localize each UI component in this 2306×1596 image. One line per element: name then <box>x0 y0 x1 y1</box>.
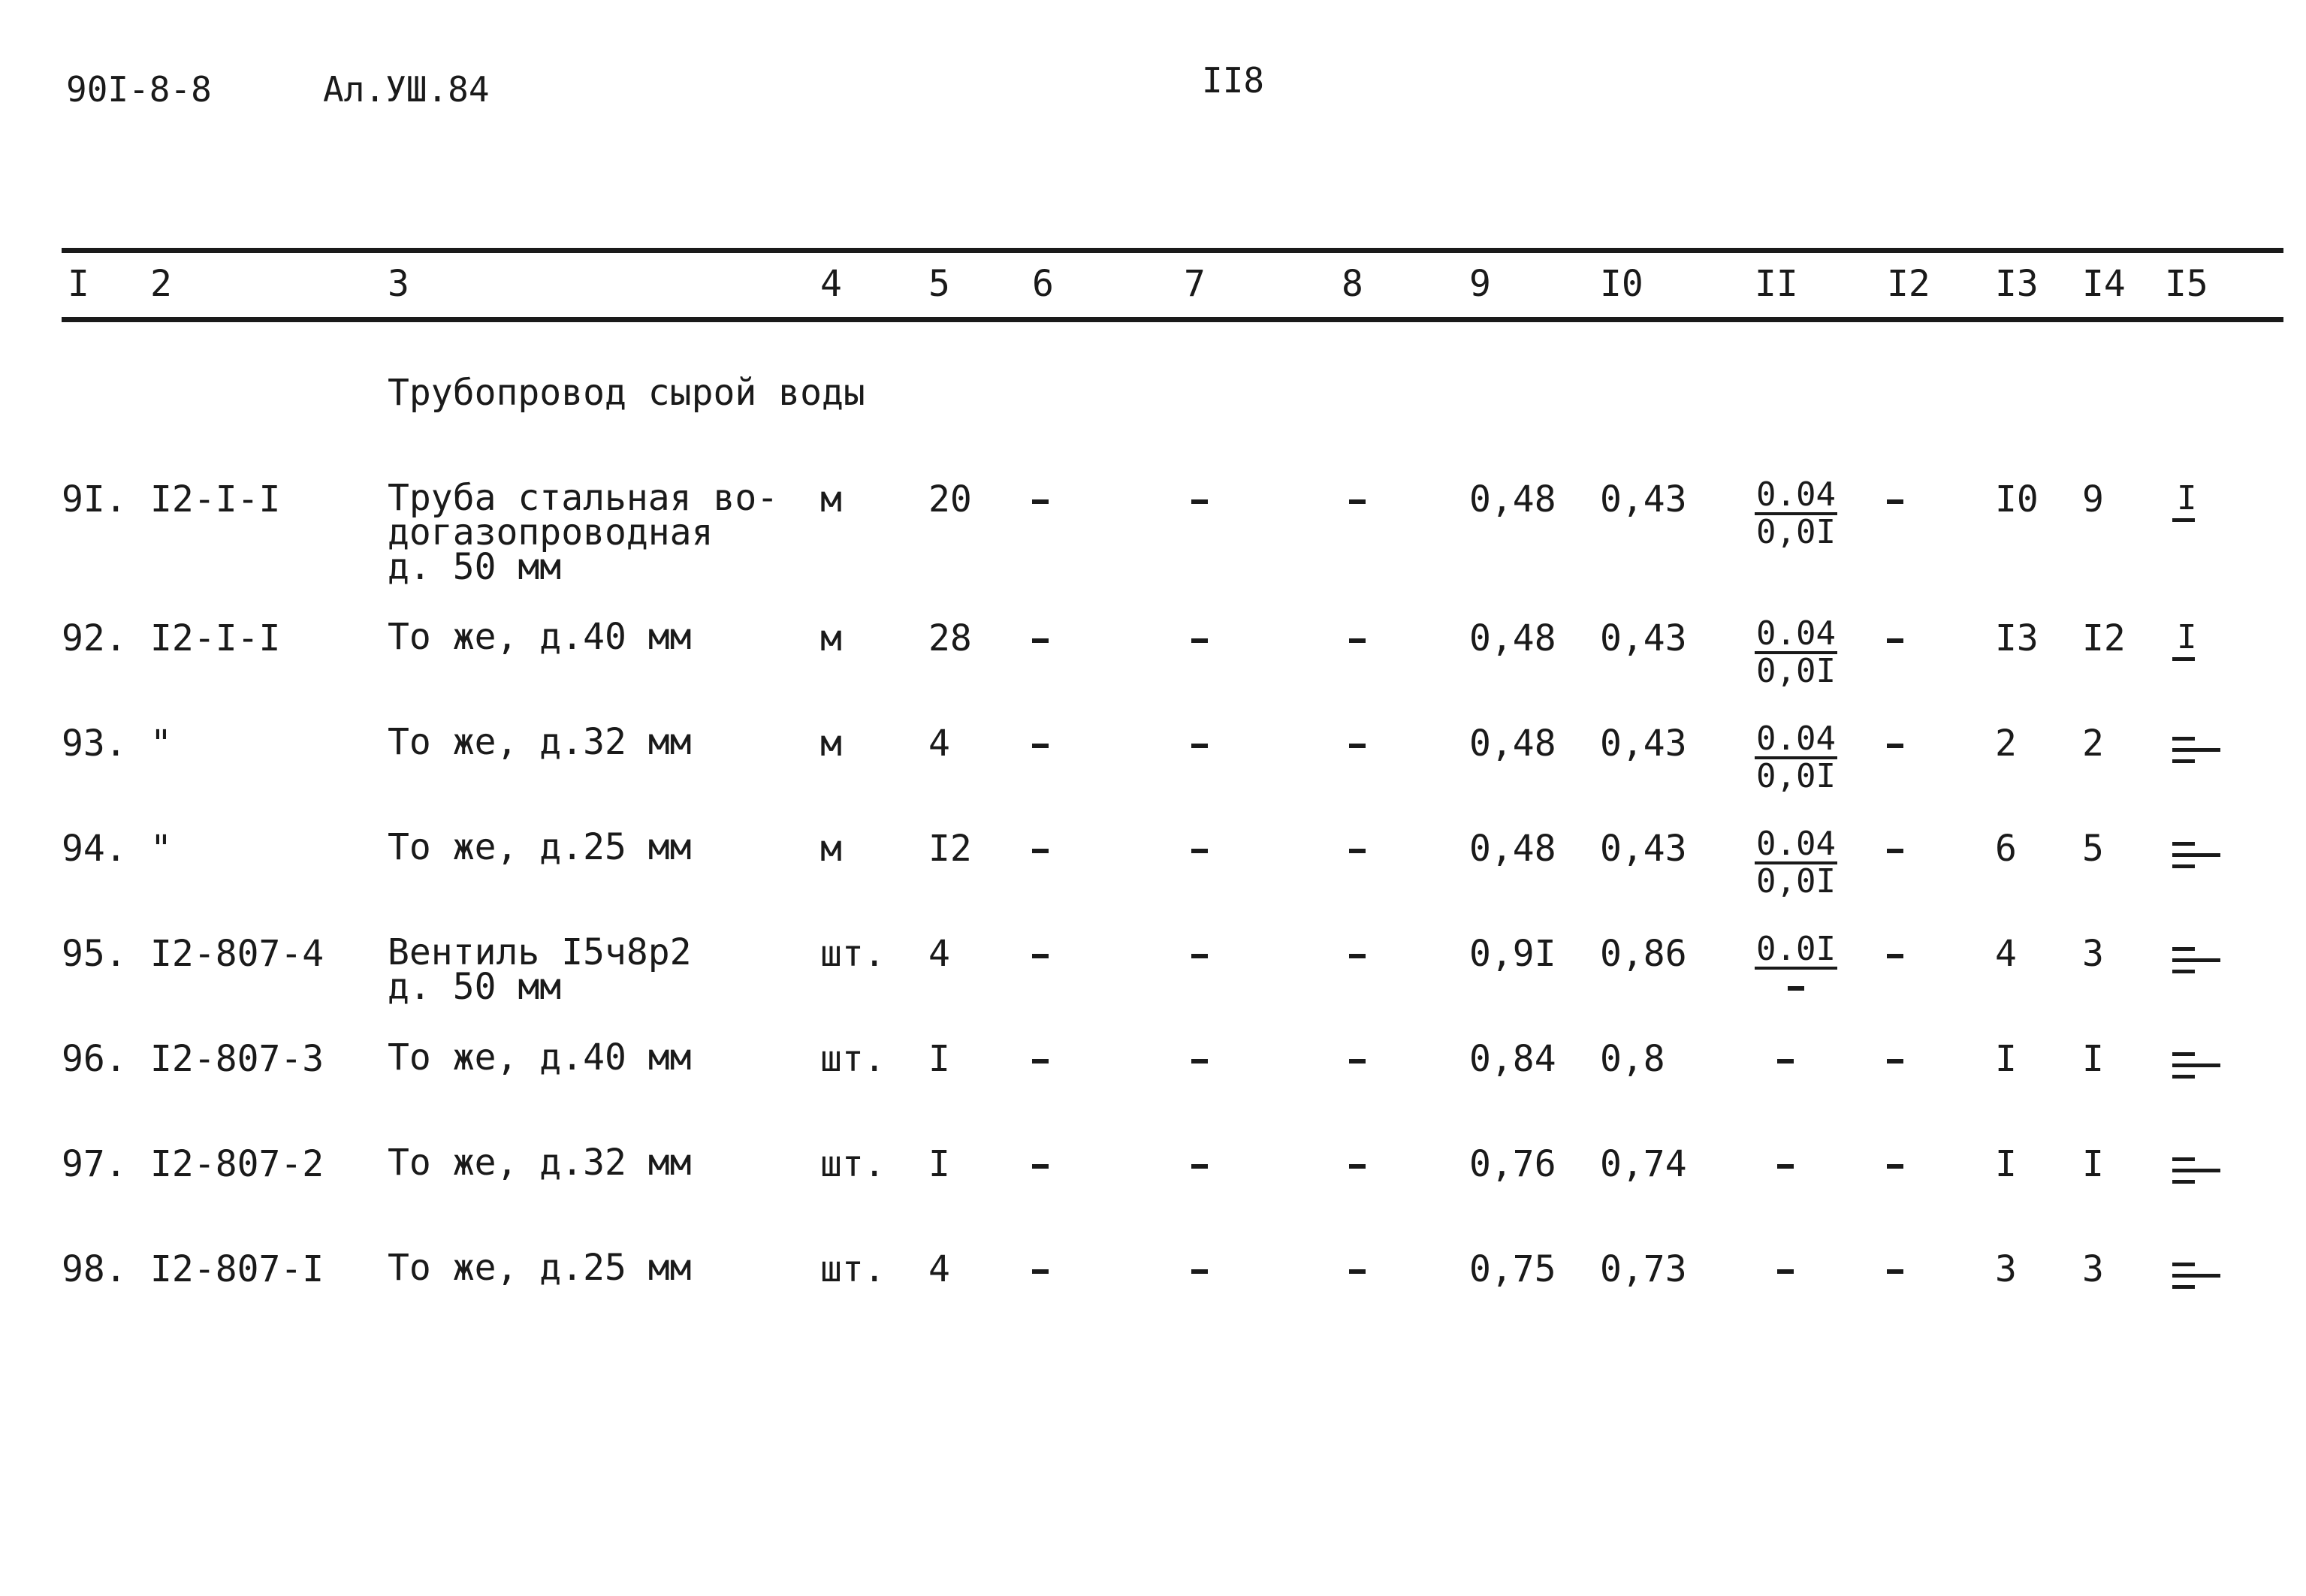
row-col8 <box>1349 620 1366 657</box>
column-header-6: 6 <box>1032 263 1054 305</box>
col15-dash <box>2172 947 2195 951</box>
fraction-numerator: 0.04 <box>1756 825 1836 863</box>
row-code: I2-807-4 <box>150 933 324 975</box>
fraction-denominator: 0,0I <box>1756 757 1836 795</box>
document-code: 90I-8-8 <box>66 69 212 110</box>
dash-mark <box>1349 849 1366 853</box>
dash-mark <box>1191 638 1208 643</box>
col15-dash <box>2172 1263 2195 1266</box>
dash-mark <box>1887 499 1903 504</box>
row-col10: 0,74 <box>1600 1143 1687 1185</box>
row-col15 <box>2165 938 2217 973</box>
row-name: То же, д.25 мм <box>388 826 692 868</box>
col15-dash <box>2172 748 2220 752</box>
row-qty: I2 <box>928 828 972 870</box>
col15-rule <box>2172 518 2195 522</box>
row-col15 <box>2165 479 2217 522</box>
row-col12 <box>1887 935 1903 973</box>
row-col8 <box>1349 481 1366 518</box>
row-col13: I <box>1995 1143 2017 1185</box>
dash-mark <box>1191 849 1208 853</box>
row-number: 93. <box>62 723 127 765</box>
row-number: 96. <box>62 1038 127 1080</box>
row-name: То же, д.40 мм <box>388 1036 692 1079</box>
dash-mark <box>1887 954 1903 958</box>
row-code: I2-I-I <box>150 478 281 520</box>
row-name: То же, д.32 мм <box>388 721 692 763</box>
row-col6 <box>1032 830 1049 867</box>
dash-mark <box>1191 1269 1208 1274</box>
column-header-8: 8 <box>1342 263 1363 305</box>
row-qty: 4 <box>928 933 950 975</box>
row-col9: 0,9I <box>1469 933 1556 975</box>
row-qty: 28 <box>928 617 972 659</box>
row-col13: I3 <box>1995 617 2039 659</box>
row-qty: 4 <box>928 1248 950 1290</box>
row-col11-fraction <box>1755 932 1837 1004</box>
row-col7 <box>1191 1251 1208 1288</box>
row-col7 <box>1191 830 1208 867</box>
col15-dash <box>2172 759 2195 763</box>
row-col6 <box>1032 1251 1049 1288</box>
row-col11-fraction <box>1755 475 1837 551</box>
fraction-denominator: 0,0I <box>1756 862 1836 901</box>
row-col11 <box>1777 1251 1794 1288</box>
dash-mark <box>1032 499 1049 504</box>
row-col7 <box>1191 725 1208 762</box>
dash-mark <box>1349 1164 1366 1169</box>
column-header-11: II <box>1755 263 1798 305</box>
row-col14: 9 <box>2082 478 2104 520</box>
dash-mark <box>1191 1059 1208 1063</box>
dash-mark <box>1777 1059 1794 1063</box>
row-unit: шт. <box>820 1248 886 1290</box>
row-code: I2-807-I <box>150 1248 324 1290</box>
column-header-10: I0 <box>1600 263 1643 305</box>
col15-dash <box>2172 970 2195 973</box>
row-col10: 0,8 <box>1600 1038 1665 1080</box>
dash-mark <box>1032 849 1049 853</box>
row-name: То же, д.40 мм <box>388 616 692 658</box>
column-header-5: 5 <box>928 263 950 305</box>
column-header-2: 2 <box>150 263 172 305</box>
row-col12 <box>1887 481 1903 518</box>
row-col15 <box>2165 728 2217 763</box>
col15-value: I <box>2177 618 2197 656</box>
dash-mark <box>1349 744 1366 748</box>
row-number: 9I. <box>62 478 127 520</box>
row-col9: 0,48 <box>1469 478 1556 520</box>
row-col7 <box>1191 1040 1208 1078</box>
section-title: Трубопровод сырой воды <box>388 372 865 414</box>
row-col9: 0,48 <box>1469 723 1556 765</box>
row-code: " <box>150 828 172 870</box>
row-col15 <box>2165 618 2217 661</box>
dash-mark <box>1887 1269 1903 1274</box>
dash-mark <box>1191 1164 1208 1169</box>
col15-dash <box>2172 864 2195 868</box>
page-number: II8 <box>1202 60 1265 101</box>
fraction-denominator: 0,0I <box>1756 652 1836 690</box>
table-top-rule <box>62 248 2283 253</box>
dash-mark <box>1887 849 1903 853</box>
row-col10: 0,43 <box>1600 723 1687 765</box>
row-col10: 0,86 <box>1600 933 1687 975</box>
row-col11-fraction <box>1755 614 1837 690</box>
dash-mark <box>1349 499 1366 504</box>
row-col7 <box>1191 620 1208 657</box>
table-header-rule <box>62 317 2283 322</box>
row-number: 94. <box>62 828 127 870</box>
row-col13: I0 <box>1995 478 2039 520</box>
column-header-3: 3 <box>388 263 409 305</box>
row-qty: 20 <box>928 478 972 520</box>
dash-mark <box>1032 744 1049 748</box>
column-header-7: 7 <box>1184 263 1206 305</box>
row-qty: 4 <box>928 723 950 765</box>
row-number: 98. <box>62 1248 127 1290</box>
fraction-denominator <box>1755 970 1837 1004</box>
dash-mark <box>1887 638 1903 643</box>
row-col14: I <box>2082 1143 2104 1185</box>
row-col11 <box>1777 1040 1794 1078</box>
row-col8 <box>1349 830 1366 867</box>
row-col13: I <box>1995 1038 2017 1080</box>
col15-dash <box>2172 1169 2220 1172</box>
row-col6 <box>1032 725 1049 762</box>
col15-dash <box>2172 1063 2220 1067</box>
row-col13: 4 <box>1995 933 2017 975</box>
col15-dash <box>2172 842 2195 846</box>
row-col15 <box>2165 833 2217 868</box>
row-number: 97. <box>62 1143 127 1185</box>
col15-dash <box>2172 1285 2195 1289</box>
row-col7 <box>1191 1145 1208 1183</box>
dash-mark <box>1032 954 1049 958</box>
row-col13: 3 <box>1995 1248 2017 1290</box>
row-qty: I <box>928 1143 950 1185</box>
row-col15 <box>2165 1043 2217 1079</box>
dash-mark <box>1887 1164 1903 1169</box>
dash-mark <box>1349 954 1366 958</box>
col15-dash <box>2172 853 2220 857</box>
row-col9: 0,84 <box>1469 1038 1556 1080</box>
col15-rule <box>2172 657 2195 661</box>
dash-mark <box>1349 1059 1366 1063</box>
dash-mark <box>1191 744 1208 748</box>
col15-dash <box>2172 1052 2195 1056</box>
row-name: То же, д.32 мм <box>388 1142 692 1184</box>
dash-mark <box>1887 744 1903 748</box>
row-unit: м <box>820 828 842 870</box>
row-col7 <box>1191 481 1208 518</box>
fraction-denominator: 0,0I <box>1756 513 1836 551</box>
row-unit: шт. <box>820 933 886 975</box>
row-unit: шт. <box>820 1038 886 1080</box>
row-number: 92. <box>62 617 127 659</box>
fraction-numerator: 0.0I <box>1756 930 1836 968</box>
dash-mark <box>1032 1164 1049 1169</box>
col15-dash <box>2172 1180 2195 1184</box>
row-col8 <box>1349 1040 1366 1078</box>
row-col14: 2 <box>2082 723 2104 765</box>
dash-mark <box>1349 638 1366 643</box>
dash-mark <box>1191 954 1208 958</box>
dash-mark <box>1788 986 1804 991</box>
row-col10: 0,43 <box>1600 617 1687 659</box>
column-header-1: I <box>68 263 89 305</box>
row-col12 <box>1887 725 1903 762</box>
row-col14: 5 <box>2082 828 2104 870</box>
row-col13: 2 <box>1995 723 2017 765</box>
dash-mark <box>1887 1059 1903 1063</box>
row-col15 <box>2165 1148 2217 1184</box>
dash-mark <box>1032 1059 1049 1063</box>
col15-dash <box>2172 1075 2195 1079</box>
row-col14: 3 <box>2082 933 2104 975</box>
row-col11 <box>1777 1145 1794 1183</box>
col15-dash <box>2172 1157 2195 1161</box>
fraction-numerator: 0.04 <box>1756 475 1836 514</box>
row-col12 <box>1887 1251 1903 1288</box>
row-col8 <box>1349 935 1366 973</box>
row-col14: I <box>2082 1038 2104 1080</box>
column-header-4: 4 <box>820 263 842 305</box>
row-col9: 0,76 <box>1469 1143 1556 1185</box>
row-unit: м <box>820 617 842 659</box>
row-number: 95. <box>62 933 127 975</box>
row-col8 <box>1349 725 1366 762</box>
dash-mark <box>1191 499 1208 504</box>
col15-dash <box>2172 958 2220 962</box>
dash-mark <box>1032 638 1049 643</box>
dash-mark <box>1777 1269 1794 1274</box>
row-col10: 0,43 <box>1600 828 1687 870</box>
column-header-14: I4 <box>2082 263 2126 305</box>
row-col8 <box>1349 1145 1366 1183</box>
col15-dash <box>2172 737 2195 741</box>
row-code: I2-807-3 <box>150 1038 324 1080</box>
column-header-12: I2 <box>1887 263 1930 305</box>
row-col6 <box>1032 620 1049 657</box>
row-col8 <box>1349 1251 1366 1288</box>
row-col6 <box>1032 481 1049 518</box>
row-name: То же, д.25 мм <box>388 1247 692 1289</box>
row-qty: I <box>928 1038 950 1080</box>
row-col6 <box>1032 1145 1049 1183</box>
fraction-numerator: 0.04 <box>1756 720 1836 758</box>
row-unit: м <box>820 723 842 765</box>
dash-mark <box>1777 1164 1794 1169</box>
row-unit: шт. <box>820 1143 886 1185</box>
row-col14: 3 <box>2082 1248 2104 1290</box>
row-col6 <box>1032 1040 1049 1078</box>
row-col9: 0,48 <box>1469 617 1556 659</box>
row-col9: 0,75 <box>1469 1248 1556 1290</box>
row-code: I2-807-2 <box>150 1143 324 1185</box>
row-name: Труба стальная во- догазопроводная д. 50 мм <box>388 477 779 588</box>
row-code: " <box>150 723 172 765</box>
row-unit: м <box>820 478 842 520</box>
row-col12 <box>1887 1145 1903 1183</box>
row-col11-fraction <box>1755 827 1837 899</box>
row-col10: 0,43 <box>1600 478 1687 520</box>
row-col11-fraction <box>1755 722 1837 794</box>
column-header-13: I3 <box>1995 263 2039 305</box>
row-col7 <box>1191 935 1208 973</box>
album-code: Ал.УШ.84 <box>323 69 490 110</box>
column-header-15: I5 <box>2165 263 2208 305</box>
dash-mark <box>1032 1269 1049 1274</box>
row-col12 <box>1887 830 1903 867</box>
column-header-9: 9 <box>1469 263 1491 305</box>
row-code: I2-I-I <box>150 617 281 659</box>
fraction-numerator: 0.04 <box>1756 614 1836 653</box>
row-col10: 0,73 <box>1600 1248 1687 1290</box>
col15-dash <box>2172 1274 2220 1278</box>
row-col12 <box>1887 1040 1903 1078</box>
row-col6 <box>1032 935 1049 973</box>
row-col14: I2 <box>2082 617 2126 659</box>
row-col12 <box>1887 620 1903 657</box>
dash-mark <box>1349 1269 1366 1274</box>
row-col15 <box>2165 1254 2217 1289</box>
row-col9: 0,48 <box>1469 828 1556 870</box>
col15-value: I <box>2177 479 2197 517</box>
row-col13: 6 <box>1995 828 2017 870</box>
row-name: Вентиль I5ч8р2 д. 50 мм <box>388 931 692 1008</box>
